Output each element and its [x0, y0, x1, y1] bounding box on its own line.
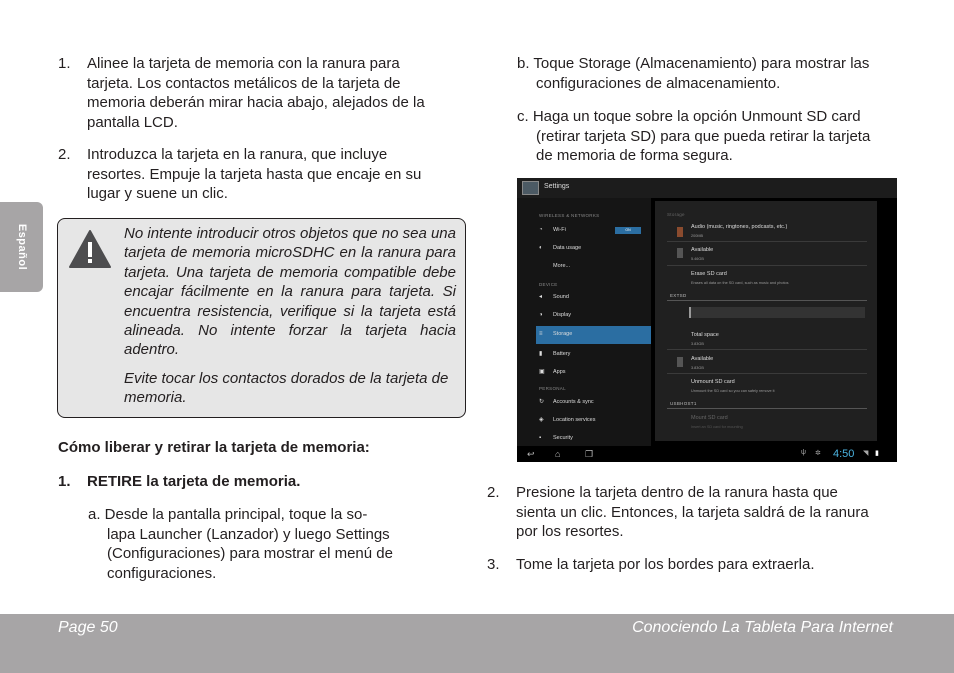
step-1-line: memoria deberán mirar hacia abajo, alejados de la [87, 94, 425, 111]
extsd-usage-bar [689, 307, 865, 318]
substep-a-line: a. Desde la pantalla principal, toque la so- [88, 506, 368, 523]
step-1-line: tarjeta. Los contactos metálicos de la tarjeta de [87, 74, 401, 92]
substep-a-text [88, 505, 393, 583]
home-icon[interactable]: ⌂ [555, 449, 561, 459]
exclamation-triangle-icon [68, 229, 112, 269]
substep-a-line: lapa Launcher (Lanzador) y luego Settings [107, 525, 390, 543]
menu-item-location[interactable] [517, 413, 651, 428]
substep-b-text [517, 54, 869, 93]
available-size: 5.46GB [691, 257, 704, 261]
apps-icon: ▣ [539, 369, 545, 375]
back-icon[interactable]: ↩ [527, 449, 535, 459]
menu-label: Data usage [553, 245, 582, 251]
menu-label: Accounts & sync [553, 399, 594, 405]
step-2b-number: 2. [487, 484, 500, 501]
header-personal: PERSONAL [539, 386, 566, 391]
action-bar [517, 178, 897, 198]
usb-icon: ψ [801, 449, 806, 456]
menu-item-sound[interactable] [517, 290, 651, 305]
divider [667, 373, 867, 374]
erase-sd-label: Erase SD card [691, 271, 727, 277]
available-size: 3.83GB [691, 366, 704, 370]
unmount-sd-label: Unmount SD card [691, 379, 735, 385]
menu-label: Location services [553, 417, 596, 423]
wifi-toggle[interactable]: ON [615, 227, 641, 234]
step-3-line: Tome la tarjeta por los bordes para extraerla. [516, 556, 815, 573]
substep-c-line: c. Haga un toque sobre la opción Unmount SD card [517, 108, 861, 125]
available-swatch [677, 248, 683, 258]
audio-label: Audio (music, ringtones, podcasts, etc.) [691, 224, 788, 230]
menu-label: Storage [553, 331, 573, 337]
system-bar [517, 446, 897, 462]
divider [667, 300, 867, 301]
step-3-text [516, 555, 814, 575]
menu-item-more[interactable] [517, 259, 651, 274]
android-icon: ✲ [815, 450, 821, 457]
section-title: Cómo liberar y retirar la tarjeta de memoria: [58, 439, 370, 456]
substep-c-line: (retirar tarjeta SD) para que pueda retirar la tarjeta [536, 127, 871, 145]
substep-a-line: (Configuraciones) para mostrar el menú de [107, 545, 393, 562]
usbhost-header: USBHOST1 [670, 401, 697, 406]
substep-c-line: de memoria de forma segura. [536, 147, 733, 164]
language-side-tab [0, 202, 43, 292]
substep-a-line: configuraciones. [107, 564, 217, 582]
unmount-sd-sub: Unmount the SD card so you can safely remove it [691, 389, 775, 393]
menu-label: Wi-Fi [553, 227, 566, 233]
available-swatch [677, 357, 683, 367]
storage-panel [655, 201, 877, 441]
substep-b-line: configuraciones de almacenamiento. [536, 74, 781, 92]
menu-label: Battery [553, 351, 571, 357]
menu-item-data-usage[interactable] [517, 241, 651, 256]
language-label: Español [15, 223, 28, 271]
page-footer [0, 614, 954, 673]
warning-paragraph-2: Evite tocar los contactos dorados de la tarjeta de memoria. [124, 370, 449, 407]
settings-title: Settings [544, 183, 570, 190]
menu-label: Security [553, 435, 573, 441]
recent-apps-icon[interactable]: ❐ [585, 449, 594, 459]
step-2-number: 2. [58, 146, 71, 163]
menu-item-storage[interactable] [536, 326, 651, 344]
audio-swatch [677, 227, 683, 237]
extsd-usage-fill [689, 307, 691, 318]
menu-label: Display [553, 312, 572, 318]
page-number: Page 50 [58, 619, 118, 636]
wifi-status-icon: ◥ [863, 450, 869, 457]
display-icon: ◑ [539, 312, 543, 318]
step-2-line: lugar y suene un clic. [87, 185, 228, 202]
menu-item-battery[interactable] [517, 347, 651, 362]
available-label: Available [691, 356, 714, 362]
wifi-icon: ◔ [539, 227, 543, 233]
warning-paragraph-1: No intente introducir otros objetos que no sea una tarjeta de memoria microSDHC en la ranura para tarjeta. Una tarjeta de memoria compatible debe encajar fácilmente en la ranura para tarjeta. Si encuentra resistencia, verifique si la tarjeta está alineada. No intente forzar la tarjeta hacia adentro. [124, 225, 456, 359]
substep-1-title: RETIRE la tarjeta de memoria. [87, 473, 301, 490]
menu-item-display[interactable] [517, 308, 651, 323]
step-1-line: Alinee la tarjeta de memoria con la ranura para [87, 55, 400, 72]
settings-menu [517, 198, 651, 446]
settings-screenshot [517, 178, 897, 462]
step-2b-text [516, 483, 869, 542]
menu-label: Apps [553, 369, 566, 375]
storage-icon: ≡ [539, 331, 543, 337]
step-2b-line: Presione la tarjeta dentro de la ranura hasta que [516, 484, 838, 501]
battery-status-icon: ▮ [875, 450, 879, 457]
speaker-icon: ◂ [539, 294, 543, 300]
data-usage-icon: ◐ [539, 245, 543, 251]
location-icon: ◈ [539, 417, 544, 423]
divider [667, 408, 867, 409]
sync-icon: ↻ [539, 399, 545, 405]
divider [667, 349, 867, 350]
menu-item-wifi[interactable] [517, 223, 651, 238]
menu-item-accounts[interactable] [517, 395, 651, 410]
total-space-size: 3.83GB [691, 342, 704, 346]
menu-label: More... [553, 263, 571, 269]
storage-detail [651, 198, 897, 446]
settings-app-icon [522, 181, 539, 195]
erase-sd-sub: Erases all data on the SD card, such as music and photos [691, 281, 789, 285]
mount-sd-label: Mount SD card [691, 415, 728, 421]
total-space-label: Total space [691, 332, 719, 338]
divider [667, 241, 867, 242]
mount-sd-sub: Insert an SD card for mounting [691, 425, 743, 429]
menu-item-security[interactable] [517, 431, 651, 446]
lock-icon: ▪ [539, 435, 542, 441]
warning-box [57, 218, 466, 418]
step-1-text [87, 54, 425, 132]
step-2b-line: sienta un clic. Entonces, la tarjeta saldrá de la ranura [516, 503, 869, 521]
storage-header: Storage [667, 212, 685, 217]
extsd-header: EXTSD [670, 293, 687, 298]
available-label: Available [691, 247, 714, 253]
step-2-text [87, 145, 421, 204]
step-2-line: Introduzca la tarjeta en la ranura, que incluye [87, 146, 388, 163]
header-wireless: WIRELESS & NETWORKS [539, 213, 600, 218]
menu-item-apps[interactable] [517, 365, 651, 380]
battery-icon: ▮ [539, 351, 543, 357]
step-2b-line: por los resortes. [516, 523, 624, 540]
step-1-line: pantalla LCD. [87, 113, 178, 131]
audio-size: 200MB [691, 234, 704, 238]
menu-label: Sound [553, 294, 569, 300]
step-3-number: 3. [487, 556, 500, 573]
header-device: DEVICE [539, 282, 558, 287]
status-clock: 4:50 [833, 448, 855, 460]
step-1-number: 1. [58, 55, 71, 72]
substep-b-line: b. Toque Storage (Almacenamiento) para mostrar las [517, 55, 870, 72]
substep-c-text [517, 107, 870, 166]
substep-1-number: 1. [58, 473, 71, 490]
divider [667, 265, 867, 266]
footer-title: Conociendo La Tableta Para Internet [632, 619, 893, 636]
step-2-line: resortes. Empuje la tarjeta hasta que encaje en su [87, 165, 422, 183]
